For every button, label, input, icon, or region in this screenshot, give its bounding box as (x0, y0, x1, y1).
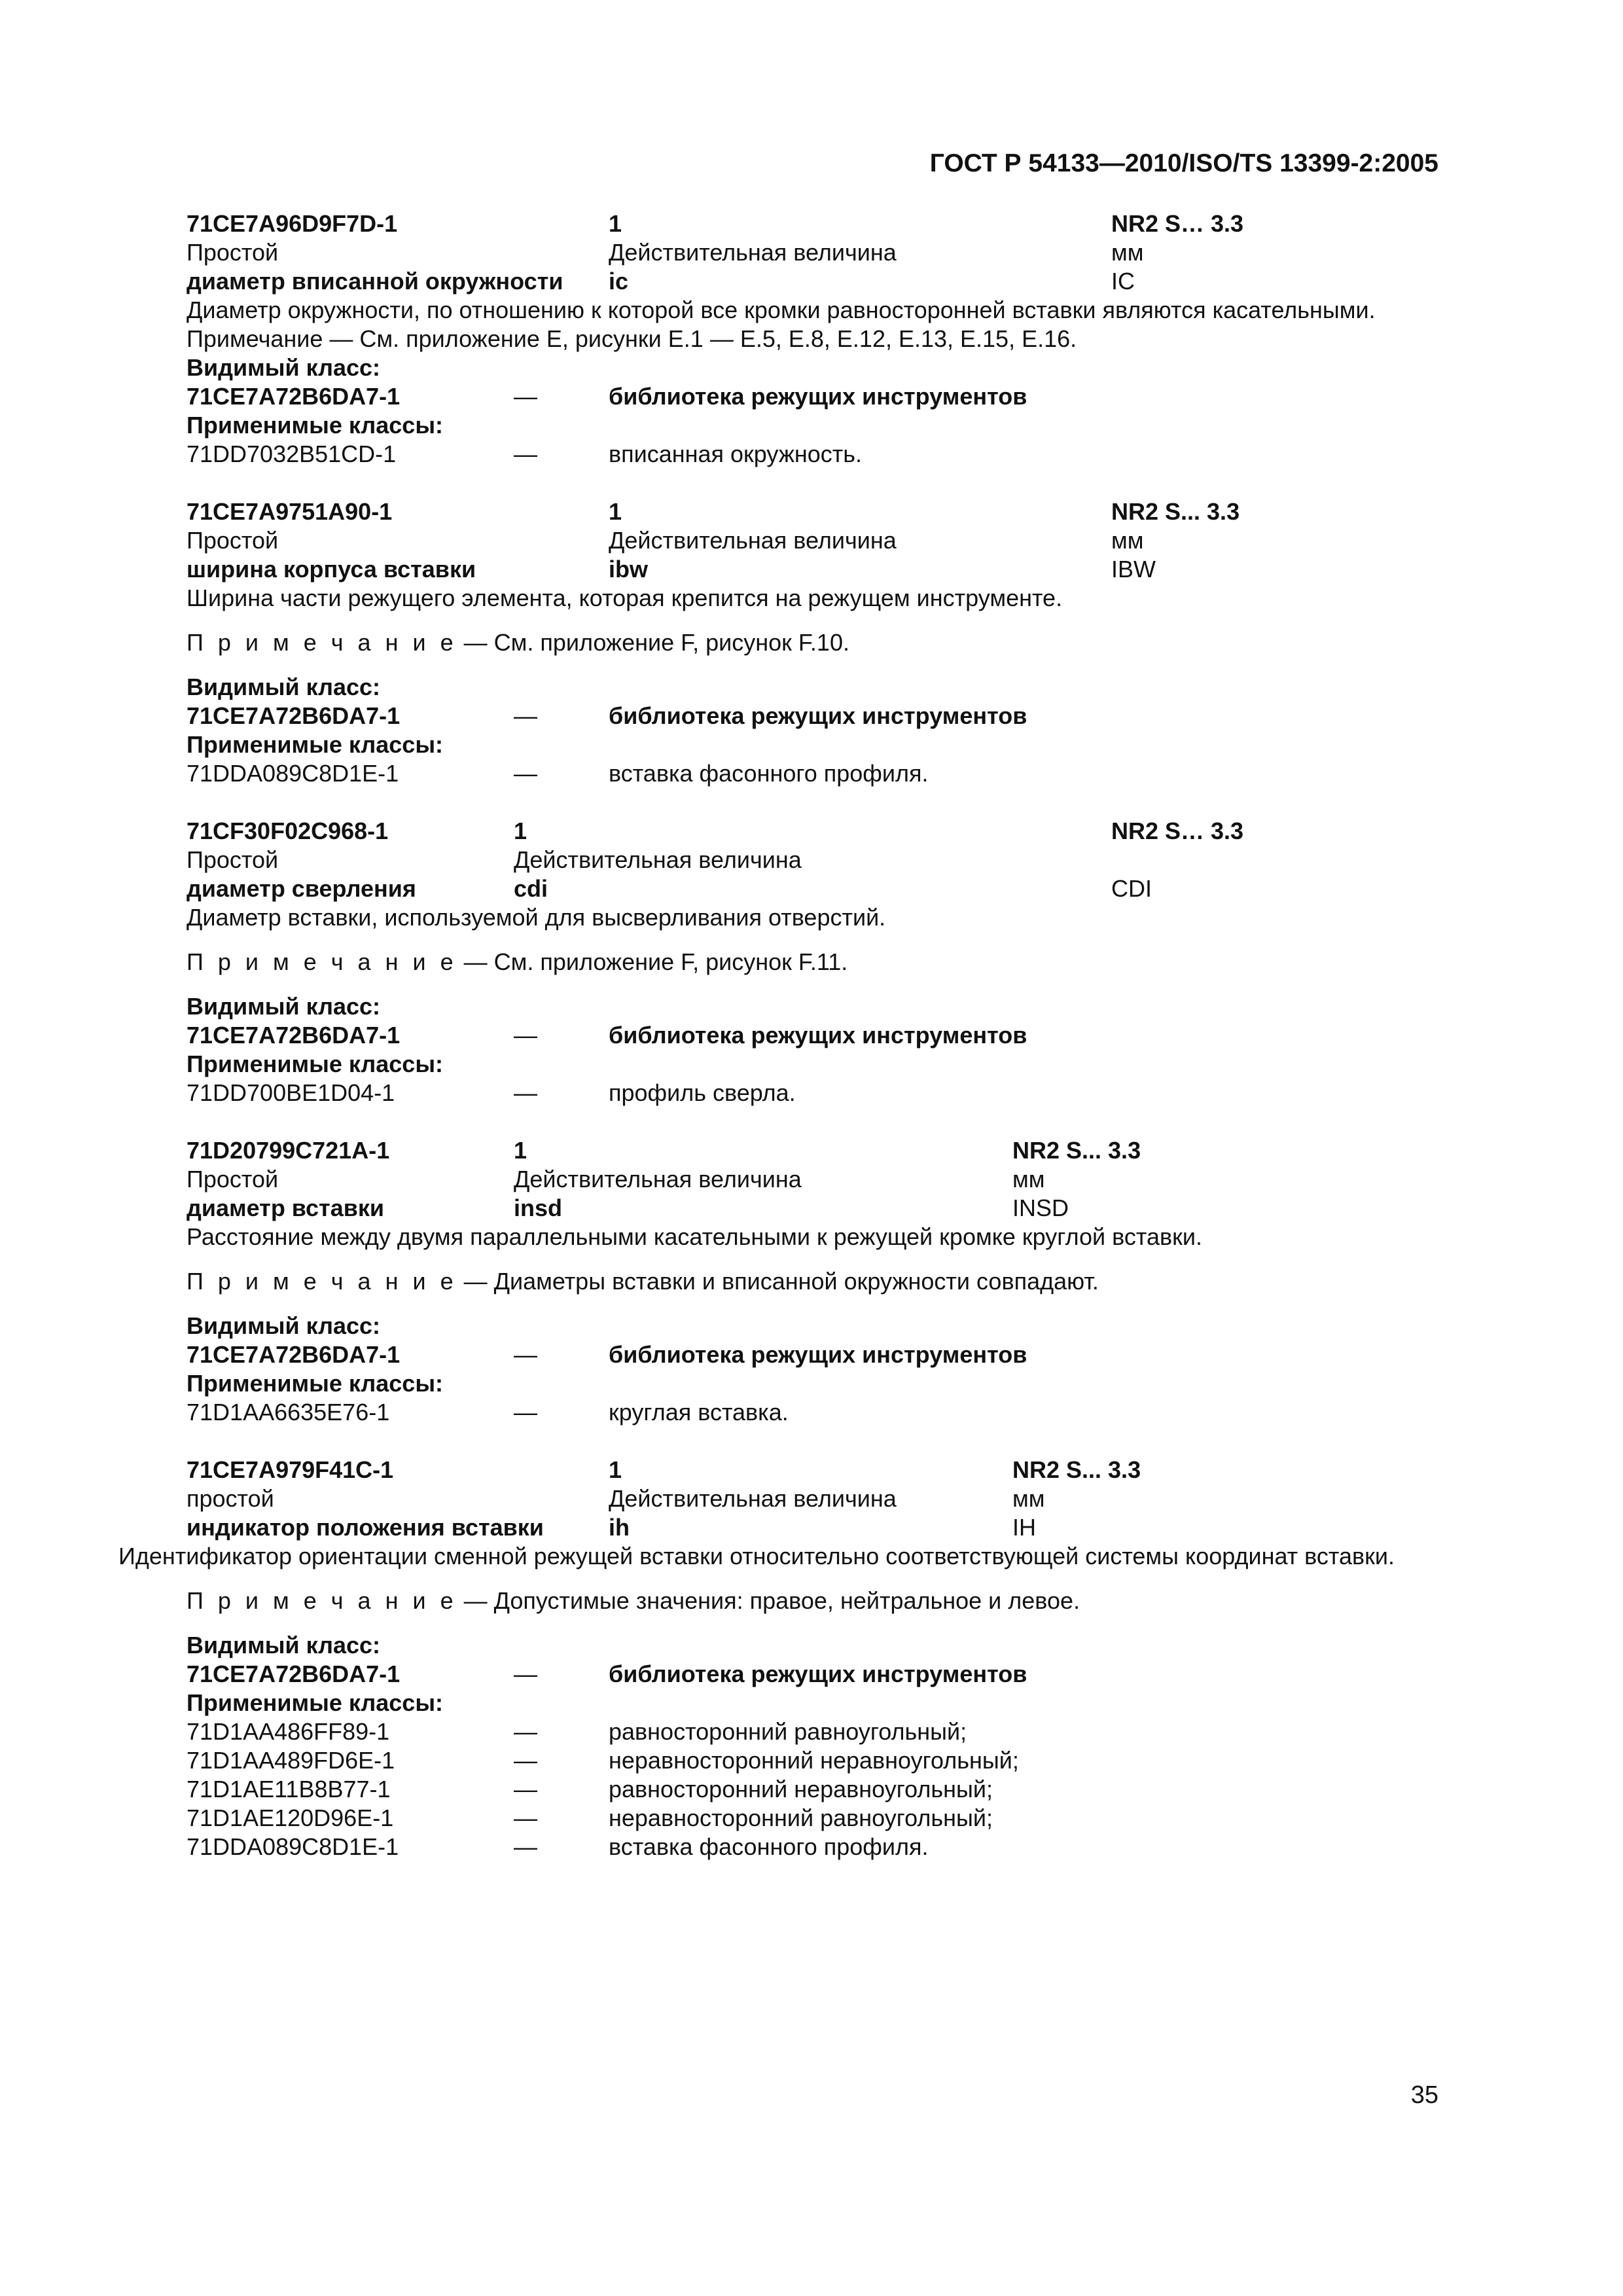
dash: — (514, 702, 537, 729)
entry-ref: NR2 S... 3.3 (1012, 1137, 1141, 1164)
applicable-class-id: 71D1AA486FF89-1 (187, 1718, 390, 1745)
entry-note: П р и м е ч а н и е — См. приложение F, рисунок F.10. (187, 629, 849, 656)
note-label: П р и м е ч а н и е (187, 1268, 457, 1295)
applicable-class-desc: вставка фасонного профиля. (609, 760, 929, 787)
note-label: П р и м е ч а н и е (187, 629, 457, 656)
entry-note: Примечание — См. приложение Е, рисунки Е.1 — Е.5, Е.8, Е.12, Е.13, Е.15, Е.16. (187, 325, 1077, 352)
visible-class-label: Видимый класс: (187, 354, 380, 381)
note-text: См. приложение F, рисунок F.10. (493, 629, 849, 656)
visible-class-id: 71CE7A72B6DA7-1 (187, 1341, 401, 1368)
note-label: П р и м е ч а н и е (187, 948, 457, 975)
page-number: 35 (1410, 2081, 1438, 2109)
dash: — (514, 1079, 537, 1106)
entry-id: 71CE7A9751A90-1 (187, 498, 393, 525)
entry-value-type: Действительная величина (609, 527, 897, 554)
entry-symbol: insd (514, 1194, 563, 1221)
entry-ref: NR2 S... 3.3 (1012, 1456, 1141, 1483)
applicable-class-id: 71DD700BE1D04-1 (187, 1079, 395, 1106)
visible-class-id: 71CE7A72B6DA7-1 (187, 1022, 401, 1049)
applicable-class-id: 71D1AE120D96E-1 (187, 1804, 394, 1831)
property-entry (187, 497, 1440, 788)
entry-note: П р и м е ч а н и е — Допустимые значения: правое, нейтральное и левое. (187, 1587, 1080, 1614)
entry-unit: мм (1012, 1166, 1045, 1193)
dash: — (514, 383, 537, 410)
entry-ref: NR2 S… 3.3 (1111, 210, 1244, 237)
property-entry (187, 817, 1440, 1107)
visible-class-label: Видимый класс: (187, 1312, 380, 1339)
entry-type: простой (187, 1485, 274, 1512)
dash: — (514, 1804, 537, 1831)
entry-unit: мм (1012, 1485, 1045, 1512)
visible-class-desc: библиотека режущих инструментов (609, 1660, 1027, 1687)
entry-code: IBW (1111, 556, 1156, 583)
property-entry (187, 209, 1440, 469)
entry-code: IH (1012, 1514, 1036, 1541)
applicable-class-desc: вставка фасонного профиля. (609, 1833, 929, 1860)
document-header: ГОСТ Р 54133—2010/ISO/TS 13399-2:2005 (929, 149, 1438, 177)
visible-class-id: 71CE7A72B6DA7-1 (187, 1660, 401, 1687)
visible-class-desc: библиотека режущих инструментов (609, 1022, 1027, 1049)
applicable-class-id: 71DD7032B51CD-1 (187, 440, 397, 467)
applicable-classes-label: Применимые классы: (187, 1370, 444, 1397)
entry-code: INSD (1012, 1194, 1069, 1221)
entry-id: 71CF30F02C968-1 (187, 817, 389, 844)
note-text: Диаметры вставки и вписанной окружности совпадают. (493, 1268, 1099, 1295)
entry-count: 1 (609, 210, 622, 237)
applicable-class-id: 71DDA089C8D1E-1 (187, 1833, 399, 1860)
applicable-classes-label: Применимые классы: (187, 731, 444, 758)
applicable-classes-label: Применимые классы: (187, 1689, 444, 1716)
visible-class-label: Видимый класс: (187, 1632, 380, 1659)
entry-id: 71CE7A979F41C-1 (187, 1456, 394, 1483)
applicable-class-desc: круглая вставка. (609, 1399, 789, 1426)
entry-symbol: ibw (609, 556, 648, 583)
visible-class-desc: библиотека режущих инструментов (609, 383, 1027, 410)
entry-id: 71CE7A96D9F7D-1 (187, 210, 398, 237)
entry-value-type: Действительная величина (609, 1485, 897, 1512)
dash: — (514, 1776, 537, 1803)
property-entry (118, 1456, 1440, 1861)
entry-code: CDI (1111, 875, 1152, 902)
applicable-class-id: 71DDA089C8D1E-1 (187, 760, 399, 787)
entry-id: 71D20799C721A-1 (187, 1137, 390, 1164)
entry-count: 1 (514, 1137, 527, 1164)
dash: — (514, 440, 537, 467)
entry-name: диаметр сверления (187, 875, 416, 902)
entry-name: ширина корпуса вставки (187, 556, 476, 583)
entry-type: Простой (187, 1166, 279, 1193)
entry-definition: Расстояние между двумя параллельными касательными к режущей кромке круглой вставки. (187, 1223, 1202, 1250)
visible-class-label: Видимый класс: (187, 993, 380, 1020)
visible-class-desc: библиотека режущих инструментов (609, 702, 1027, 729)
entry-definition: Ширина части режущего элемента, которая крепится на режущем инструменте. (187, 584, 1063, 611)
dash: — (514, 1833, 537, 1860)
applicable-classes-label: Применимые классы: (187, 1050, 444, 1077)
applicable-classes-label: Применимые классы: (187, 412, 444, 439)
dash: — (514, 1718, 537, 1745)
note-text: См. приложение F, рисунок F.11. (493, 948, 848, 975)
entry-count: 1 (609, 1456, 622, 1483)
visible-class-id: 71CE7A72B6DA7-1 (187, 383, 401, 410)
entry-symbol: cdi (514, 875, 548, 902)
entry-symbol: ic (609, 268, 629, 295)
entry-name: диаметр вписанной окружности (187, 268, 563, 295)
visible-class-label: Видимый класс: (187, 673, 380, 700)
entry-unit: мм (1111, 527, 1144, 554)
applicable-class-desc: равносторонний равноугольный; (609, 1718, 967, 1745)
entry-ref: NR2 S… 3.3 (1111, 817, 1244, 844)
entry-note: П р и м е ч а н и е — Диаметры вставки и вписанной окружности совпадают. (187, 1268, 1099, 1295)
dash: — (514, 1660, 537, 1687)
entry-definition: Диаметр окружности, по отношению к которой все кромки равносторонней вставки являются касательными. (187, 296, 1376, 323)
entry-name: индикатор положения вставки (187, 1514, 544, 1541)
entry-type: Простой (187, 846, 279, 873)
entry-count: 1 (514, 817, 527, 844)
visible-class-desc: библиотека режущих инструментов (609, 1341, 1027, 1368)
dash: — (514, 1747, 537, 1774)
entry-code: IC (1111, 268, 1135, 295)
applicable-class-desc: равносторонний неравноугольный; (609, 1776, 993, 1803)
visible-class-id: 71CE7A72B6DA7-1 (187, 702, 401, 729)
note-label: П р и м е ч а н и е (187, 1587, 457, 1614)
dash: — (514, 1022, 537, 1049)
entry-definition: Идентификатор ориентации сменной режущей вставки относительно соответствующей системы координат вставки. (118, 1543, 1395, 1570)
dash: — (514, 1341, 537, 1368)
entry-name: диаметр вставки (187, 1194, 384, 1221)
applicable-class-id: 71D1AA6635E76-1 (187, 1399, 390, 1426)
dash: — (514, 1399, 537, 1426)
dash: — (514, 760, 537, 787)
entry-value-type: Действительная величина (609, 239, 897, 266)
property-entry (187, 1136, 1440, 1427)
applicable-class-id: 71D1AE11B8B77-1 (187, 1776, 391, 1803)
entry-symbol: ih (609, 1514, 630, 1541)
entry-note: П р и м е ч а н и е — См. приложение F, рисунок F.11. (187, 948, 848, 975)
applicable-class-desc: неравносторонний неравноугольный; (609, 1747, 1019, 1774)
entry-definition: Диаметр вставки, используемой для высверливания отверстий. (187, 904, 886, 931)
applicable-class-desc: профиль сверла. (609, 1079, 796, 1106)
applicable-class-desc: вписанная окружность. (609, 440, 863, 467)
note-text: Допустимые значения: правое, нейтральное и левое. (493, 1587, 1080, 1614)
entry-count: 1 (609, 498, 622, 525)
entry-unit: мм (1111, 239, 1144, 266)
applicable-class-desc: неравносторонний равноугольный; (609, 1804, 993, 1831)
entry-type: Простой (187, 239, 279, 266)
entry-ref: NR2 S... 3.3 (1111, 498, 1240, 525)
entry-type: Простой (187, 527, 279, 554)
entry-value-type: Действительная величина (514, 1166, 802, 1193)
entry-value-type: Действительная величина (514, 846, 802, 873)
content (118, 209, 1440, 1890)
applicable-class-id: 71D1AA489FD6E-1 (187, 1747, 395, 1774)
